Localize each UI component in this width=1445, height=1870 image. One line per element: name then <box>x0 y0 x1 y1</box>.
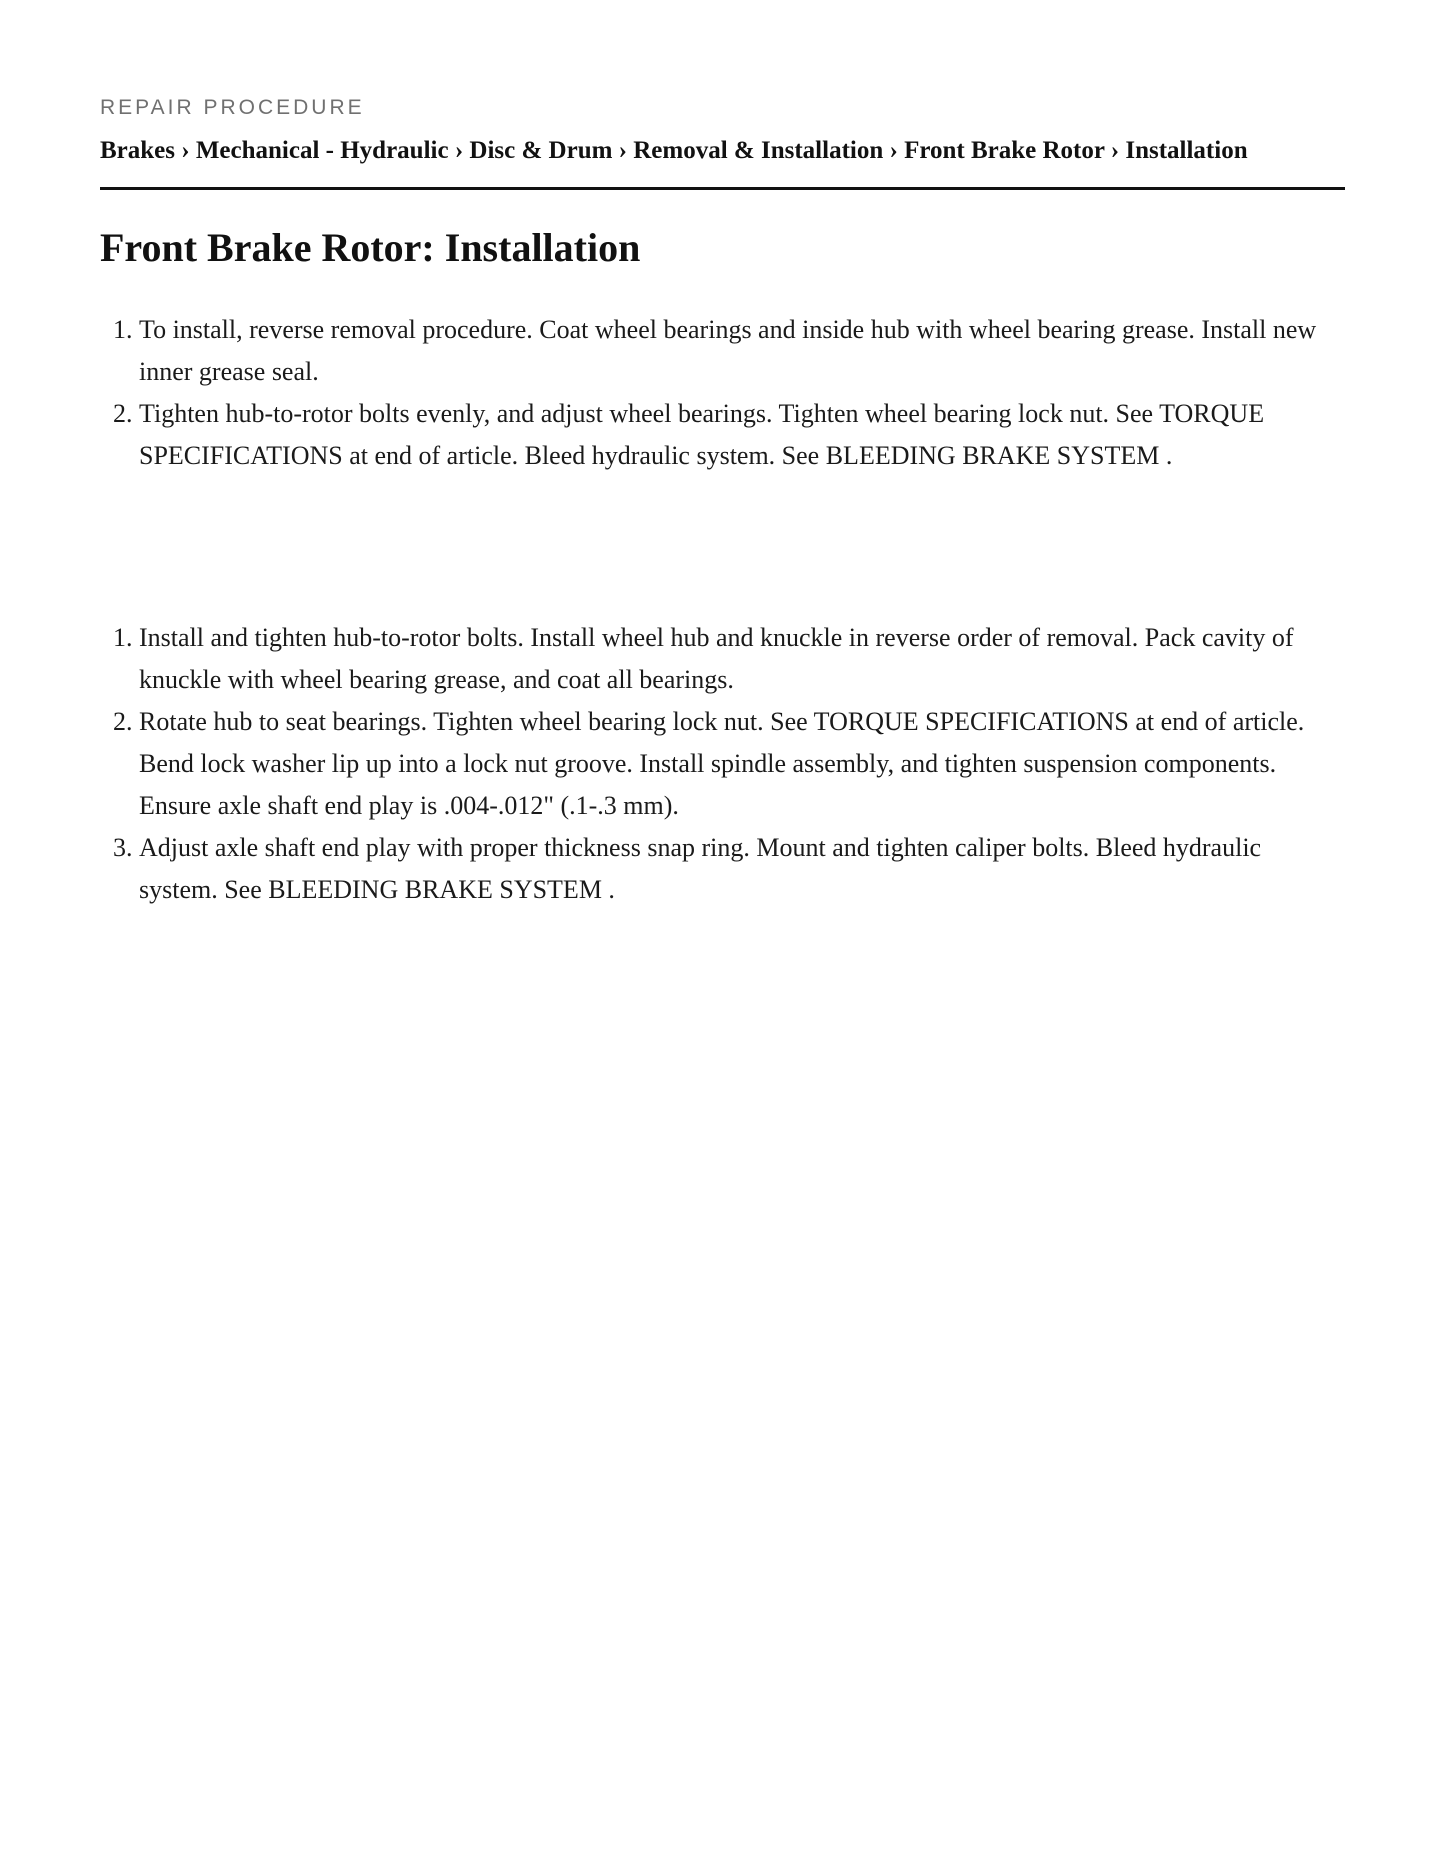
installation-steps-list-alternate <box>100 617 1345 911</box>
breadcrumb: Brakes › Mechanical - Hydraulic › Disc & Drum › Removal & Installation › Front Brake Rotor › Installation <box>100 137 1248 164</box>
header-divider <box>100 187 1345 190</box>
list-item: 1. Install and tighten hub-to-rotor bolts. Install wheel hub and knuckle in reverse order of removal. Pack cavity of knuckle with wheel bearing grease, and coat all bearings. <box>139 617 1345 701</box>
page-title: Front Brake Rotor: Installation <box>100 225 641 270</box>
list-item: 3. Adjust axle shaft end play with proper thickness snap ring. Mount and tighten caliper bolts. Bleed hydraulic system. See BLEEDING BRAKE SYSTEM . <box>139 827 1345 911</box>
section-kicker: REPAIR PROCEDURE <box>100 96 365 119</box>
list-item: 2. Rotate hub to seat bearings. Tighten wheel bearing lock nut. See TORQUE SPECIFICATIONS at end of article. Bend lock washer lip up into a lock nut groove. Install spindle assembly, and tighten suspension components. Ensure axle shaft end play is .004-.012" (.1-.3 mm). <box>139 701 1345 827</box>
list-item: 1. To install, reverse removal procedure. Coat wheel bearings and inside hub with wheel bearing grease. Install new inner grease seal. <box>139 309 1345 393</box>
installation-steps-list <box>100 309 1345 477</box>
list-item: 2. Tighten hub-to-rotor bolts evenly, and adjust wheel bearings. Tighten wheel bearing lock nut. See TORQUE SPECIFICATIONS at end of article. Bleed hydraulic system. See BLEEDING BRAKE SYSTEM . <box>139 393 1345 477</box>
